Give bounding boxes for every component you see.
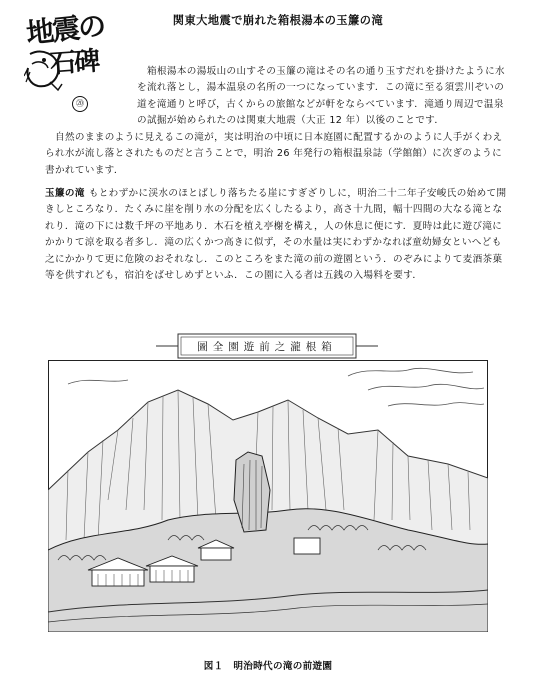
series-logo: [24, 8, 124, 112]
issue-number-badge: ⑳: [72, 96, 88, 112]
illustration-title: 圖全園遊前之瀧根箱: [197, 341, 337, 353]
logo-line-1: 地震の: [24, 9, 106, 50]
logo-line-2: 石碑: [49, 46, 100, 80]
article-title: 関東大地震で崩れた箱根湯本の玉簾の滝: [172, 14, 384, 27]
paragraph-intro: 箱根湯本の湯坂山の山すその玉簾の滝はその名の通り玉すだれを掛けたように水を流れ落とし，湯本温泉の名所の一つになっています．この滝に至る須雲川ぞいの道を滝通りと呼び，古くからの旅館などが軒をならべています．滝通り周辺で温泉の試掘が始められたのは関東大地震（大正 12 年）以後のことです．: [137, 66, 505, 127]
paragraph-quotation: [45, 186, 507, 284]
paragraph-history: 自然のままのように見えるこの滝が，実は明治の中頃に日本庭園に配置するかのように人手がくわえられ水が流し落とされたものだと言うことで，明治 26 年発行の箱根温泉誌（学館館）に次ぎのように書かれています．: [45, 132, 503, 176]
quotation-lead: 玉簾の滝: [45, 188, 85, 199]
engraving-illustration: [48, 360, 488, 632]
quotation-body: もとわずかに渓水のほとばしり落ちたる崖にすぎざりしに，明治二十二年子安峻氏の始めて開きしところなり．たくみに崖を削り水の分配を広くしたるより，高さ十九間，幅十四間の大なる滝となれり．滝の下には数千坪の平地あり．木石を植え亭榭を構え，人の休息に便にす．夏時は此に遊び滝にかかりて涼を取る者多し．滝の広くかつ高きに似ず，その水量は実にわずかなれば童幼婦女といへども之にかかりて更に危険のおそれなし．このところをまた滝の前の遊園という．のぞみによりて麦酒茶菓等を供すれども，宿泊をばせしめずといふ．この園に入る者は五銭の入場料を要す．: [45, 188, 507, 282]
catfish-icon: [24, 46, 64, 92]
figure-caption: 図１ 明治時代の滝の前遊園: [203, 661, 333, 672]
